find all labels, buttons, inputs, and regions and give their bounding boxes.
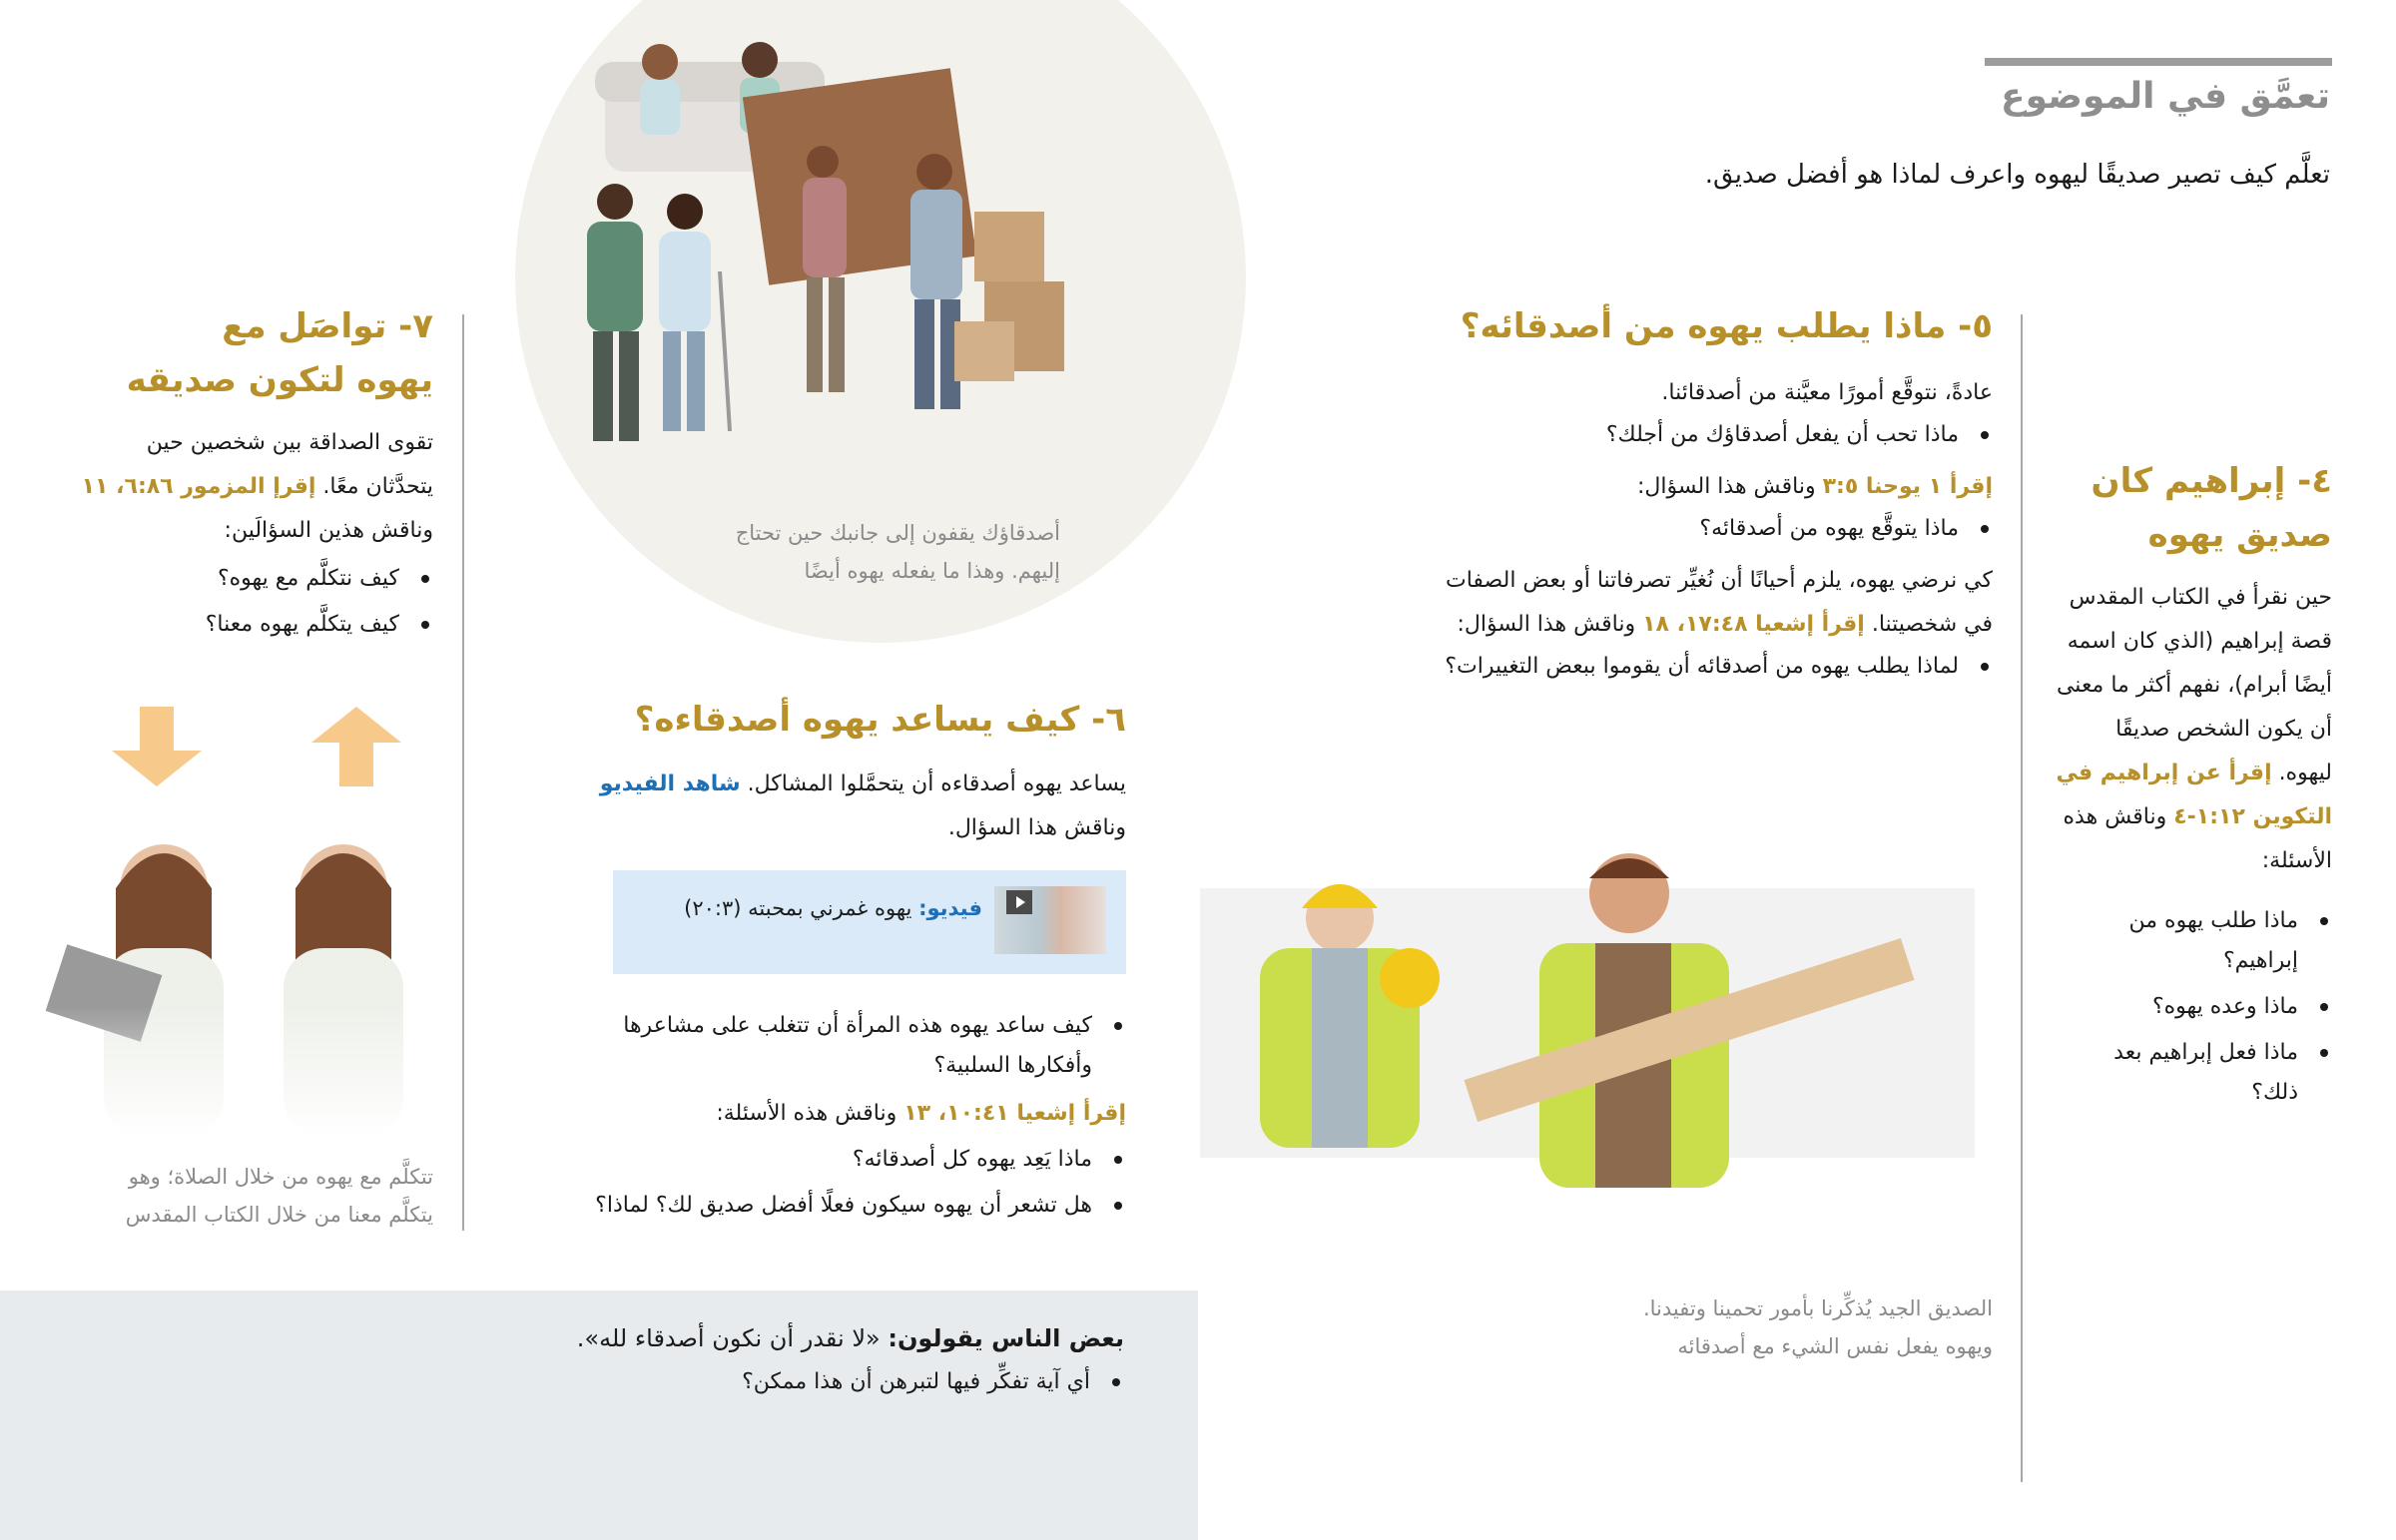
section-body: تقوى الصداقة بين شخصين حين يتحدَّثان معًا. إقرإ المزمور ٨٦:‏٦، ١١ وناقش هذين السؤالَين: [81,430,433,543]
section-expectations: ٥- ماذا يطلب يهوه من أصدقائه؟ عادةً، نتوقَّع أمورًا معيَّنة من أصدقائنا. ماذا تحب أن يفعل أصدقاؤك من أجلك؟ إقرأ ١ يوحنا ٥:‏٣ وناقش هذا السؤال: ماذا يتوقَّع يهوه من أصدقائه؟ كي نرضي يهوه، يلزم أحيانًا أن نُغيِّر تصرفاتنا أو بعض الصفات في شخصيتنا. إقرأ إشعيا ٤٨:‏١٧، ١٨ وناقش هذا السؤال: لماذا يطلب يهوه من أصدقائه أن يقوموا ببعض التغييرات؟ [1418,299,1993,693]
section-title: ٥- ماذا يطلب يهوه من أصدقائه؟ [1460,306,1993,346]
arrow-down-icon [112,707,202,786]
section-body: عادةً، نتوقَّع أمورًا معيَّنة من أصدقائنا. [1661,380,1993,405]
section-body: حين نقرأ في الكتاب المقدس قصة إبراهيم (الذي كان اسمه أيضًا أبرام)، نفهم أكثر ما معنى أن يكون الشخص صديقًا ليهوه. إقرأ عن إبراهيم في التكوين ١٢:‏١-‏٤ وناقش هذه الأسئلة: [2056,585,2332,873]
question-list [1418,647,1993,687]
arrow-up-icon [311,707,401,786]
question-item: أي آية تفكِّر فيها لتبرهن أن هذا ممكن؟ [226,1362,1124,1402]
question-list [2063,901,2332,1113]
question-item: ماذا فعل إبراهيم بعد ذلك؟ [2063,1033,2332,1113]
scripture-link[interactable]: إقرأ إشعيا ٤١:‏١٠، ١٣ [903,1101,1126,1126]
page-intro: تعلَّم كيف تصير صديقًا ليهوه واعرف لماذا هو أفضل صديق. [1704,160,2330,190]
question-list [1418,509,1993,549]
section-title: صديق يهوه [2147,515,2332,555]
play-icon[interactable] [1006,890,1032,914]
section-title: ٦- كيف يساعد يهوه أصدقاءه؟ [634,700,1126,740]
question-item: كيف نتكلَّم مع يهوه؟ [80,559,433,599]
question-list [226,1362,1124,1402]
question-item: ماذا تحب أن يفعل أصدقاؤك من أجلك؟ [1418,415,1993,455]
page-title: تعمَّق في الموضوع [2001,76,2330,117]
video-card[interactable] [613,870,1126,974]
section-title: ٤- إبراهيم كان [2091,461,2332,501]
section-body: يساعد يهوه أصدقاءه أن يتحمَّلوا المشاكل. شاهد الفيديو وناقش هذا السؤال. [599,771,1126,840]
workers-caption: الصديق الجيد يُذكِّرنا بأمور تحمينا وتفيدنا. ويهوه يفعل نفس الشيء مع أصدقائه [1642,1296,1993,1358]
video-title[interactable]: فيديو: يهوه غمرني بمحبته (٣:‏٢٠) [684,896,982,920]
question-item: كيف ساعد يهوه هذه المرأة أن تتغلب على مشاعرها وأفكارها السلبية؟ [559,1006,1126,1086]
question-item: ماذا وعده يهوه؟ [2063,987,2332,1027]
workers-image [1200,798,1975,1188]
people-say-heading: بعض الناس يقولون: «لا نقدر أن نكون أصدقاء لله». [576,1324,1124,1352]
scripture-link[interactable]: إقرأ عن إبراهيم في [2056,761,2272,785]
section-title: يهوه لتكون صديقه [126,360,433,400]
header-rule [1985,58,2332,66]
question-list [80,559,433,645]
question-list [559,1140,1126,1226]
section-help [559,693,1126,850]
section-body: كي نرضي يهوه، يلزم أحيانًا أن نُغيِّر تصرفاتنا أو بعض الصفات في شخصيتنا. إقرأ إشعيا ٤٨:‏١٧، ١٨ وناقش هذا السؤال: [1446,568,1993,637]
question-item: ماذا يَعِد يهوه كل أصدقائه؟ [559,1140,1126,1180]
scripture-link[interactable]: إقرأ ١ يوحنا ٥:‏٣ [1822,474,1993,499]
question-item: لماذا يطلب يهوه من أصدقائه أن يقوموا ببعض التغييرات؟ [1418,647,1993,687]
scripture-link[interactable]: إقرأ إشعيا ٤٨:‏١٧، ١٨ [1642,612,1865,637]
people-say-box [0,1290,1198,1540]
section-abraham [2049,454,2332,1119]
question-list [559,1006,1126,1086]
workers-illustration [1200,888,1975,1158]
watch-video-link[interactable]: شاهد الفيديو [599,771,741,796]
section-help-questions: كيف ساعد يهوه هذه المرأة أن تتغلب على مشاعرها وأفكارها السلبية؟ إقرأ إشعيا ٤١:‏١٠، ١٣ وناقش هذه الأسئلة: ماذا يَعِد يهوه كل أصدقائه؟ هل تشعر أن يهوه سيكون فعلًا أفضل صديق لك؟ لماذا؟ [559,1006,1126,1232]
column-divider [2021,314,2023,1482]
scripture-link[interactable]: التكوين ١٢:‏١-‏٤ [2173,804,2332,829]
section-communicate [80,299,433,651]
question-list [1418,415,1993,455]
section-title: ٧- تواصَل مع [222,306,433,346]
question-item: كيف يتكلَّم يهوه معنا؟ [80,605,433,645]
girls-caption: تتكلَّم مع يهوه من خلال الصلاة؛ وهو يتكلَّم معنا من خلال الكتاب المقدس [125,1165,433,1227]
column-divider [462,314,464,1231]
question-item: ماذا طلب يهوه من إبراهيم؟ [2063,901,2332,981]
scripture-link[interactable]: إقرإ المزمور ٨٦:‏٦، ١١ [81,474,316,499]
girls-prayer-reading-image [44,808,433,1138]
circle-caption: أصدقاؤك يقفون إلى جانبك حين تحتاج إليهم. وهذا ما يفعله يهوه أيضًا [735,521,1060,583]
question-item: ماذا يتوقَّع يهوه من أصدقائه؟ [1418,509,1993,549]
question-item: هل تشعر أن يهوه سيكون فعلًا أفضل صديق لك؟ لماذا؟ [559,1186,1126,1226]
